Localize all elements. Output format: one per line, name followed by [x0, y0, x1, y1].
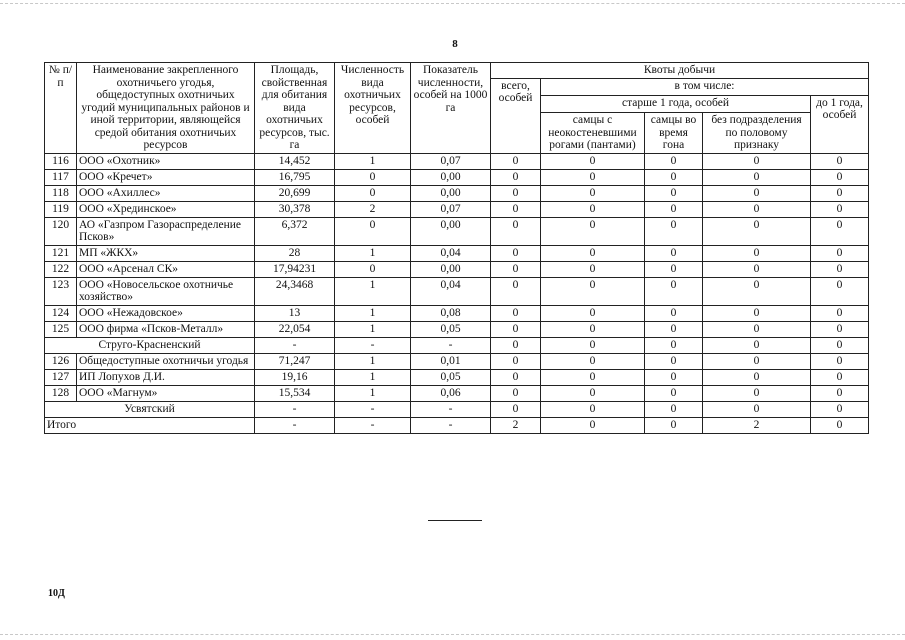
row-count: 1	[335, 321, 411, 337]
row-density: 0,05	[411, 321, 491, 337]
header-area: Площадь, свойственная для обитания вида охотничьих ресурсов, тыс. га	[255, 63, 335, 154]
row-nosex: 0	[703, 169, 811, 185]
row-density: 0,01	[411, 353, 491, 369]
total-nosex: 2	[703, 417, 811, 433]
row-rut: 0	[645, 305, 703, 321]
row-antlers: 0	[541, 321, 645, 337]
header-density: Показатель численности, особей на 1000 га	[411, 63, 491, 154]
header-males-rut: самцы во время гона	[645, 113, 703, 154]
district-row	[45, 337, 869, 353]
row-name: ООО фирма «Псков-Металл»	[77, 321, 255, 337]
row-antlers: 0	[541, 353, 645, 369]
row-density: 0,04	[411, 245, 491, 261]
row-area: 28	[255, 245, 335, 261]
header-quotas: Квоты добычи	[491, 63, 869, 79]
table-row	[45, 201, 869, 217]
row-rut: 0	[645, 369, 703, 385]
row-density: -	[411, 337, 491, 353]
row-name: АО «Газпром Газораспределение Псков»	[77, 217, 255, 245]
row-antlers: 0	[541, 169, 645, 185]
row-rut: 0	[645, 337, 703, 353]
row-area: 22,054	[255, 321, 335, 337]
row-total: 0	[491, 261, 541, 277]
table-row	[45, 185, 869, 201]
total-row	[45, 417, 869, 433]
row-under1: 0	[811, 261, 869, 277]
row-rut: 0	[645, 321, 703, 337]
row-total: 0	[491, 169, 541, 185]
row-density: 0,00	[411, 169, 491, 185]
row-area: 13	[255, 305, 335, 321]
header-males-antlers: самцы с неокостеневшими рогами (пантами)	[541, 113, 645, 154]
row-count: 2	[335, 201, 411, 217]
row-density: 0,08	[411, 305, 491, 321]
header-including: в том числе:	[541, 78, 869, 95]
row-density: 0,00	[411, 185, 491, 201]
row-nosex: 0	[703, 245, 811, 261]
row-num: 124	[45, 305, 77, 321]
row-name: ООО «Нежадовское»	[77, 305, 255, 321]
row-nosex: 0	[703, 369, 811, 385]
row-under1: 0	[811, 185, 869, 201]
row-nosex: 0	[703, 261, 811, 277]
row-total: 0	[491, 401, 541, 417]
header-num: № п/п	[45, 63, 77, 154]
row-nosex: 0	[703, 305, 811, 321]
row-area: 19,16	[255, 369, 335, 385]
row-count: 1	[335, 385, 411, 401]
row-antlers: 0	[541, 261, 645, 277]
table-row	[45, 369, 869, 385]
header-name: Наименование закрепленного охотничьего угодья, общедоступных охотничьих угодий муниципальных районов и иной территории, являющейся средой обитания охотничьих ресурсов	[77, 63, 255, 154]
row-nosex: 0	[703, 201, 811, 217]
row-antlers: 0	[541, 217, 645, 245]
row-antlers: 0	[541, 185, 645, 201]
row-num: 126	[45, 353, 77, 369]
row-under1: 0	[811, 245, 869, 261]
district-name: Усвятский	[45, 401, 255, 417]
row-name: ООО «Новосельское охотничье хозяйство»	[77, 277, 255, 305]
row-nosex: 0	[703, 337, 811, 353]
header-no-sex: без подразделения по половому признаку	[703, 113, 811, 154]
row-under1: 0	[811, 353, 869, 369]
table-row	[45, 353, 869, 369]
scan-edge-bottom	[0, 634, 905, 635]
row-num: 116	[45, 153, 77, 169]
row-area: 30,378	[255, 201, 335, 217]
row-nosex: 0	[703, 353, 811, 369]
row-count: 0	[335, 217, 411, 245]
row-rut: 0	[645, 261, 703, 277]
total-area: -	[255, 417, 335, 433]
table-row	[45, 305, 869, 321]
header-total: всего, особей	[491, 78, 541, 153]
row-count: 1	[335, 153, 411, 169]
row-num: 118	[45, 185, 77, 201]
row-nosex: 0	[703, 385, 811, 401]
row-num: 127	[45, 369, 77, 385]
row-total: 0	[491, 321, 541, 337]
row-rut: 0	[645, 217, 703, 245]
row-area: 17,94231	[255, 261, 335, 277]
row-count: 0	[335, 261, 411, 277]
row-num: 120	[45, 217, 77, 245]
table-row	[45, 153, 869, 169]
row-total: 0	[491, 201, 541, 217]
row-num: 123	[45, 277, 77, 305]
row-nosex: 0	[703, 277, 811, 305]
total-under1: 0	[811, 417, 869, 433]
row-rut: 0	[645, 201, 703, 217]
row-density: 0,07	[411, 153, 491, 169]
row-total: 0	[491, 277, 541, 305]
row-name: ООО «Магнум»	[77, 385, 255, 401]
row-density: 0,00	[411, 261, 491, 277]
row-under1: 0	[811, 217, 869, 245]
row-count: 1	[335, 245, 411, 261]
row-density: 0,05	[411, 369, 491, 385]
row-nosex: 0	[703, 217, 811, 245]
row-under1: 0	[811, 369, 869, 385]
row-total: 0	[491, 337, 541, 353]
total-label: Итого	[45, 417, 255, 433]
row-area: 6,372	[255, 217, 335, 245]
row-antlers: 0	[541, 201, 645, 217]
row-antlers: 0	[541, 369, 645, 385]
row-total: 0	[491, 369, 541, 385]
row-total: 0	[491, 153, 541, 169]
row-under1: 0	[811, 169, 869, 185]
hunting-quota-table	[44, 62, 869, 434]
row-nosex: 0	[703, 153, 811, 169]
row-count: 1	[335, 369, 411, 385]
row-antlers: 0	[541, 385, 645, 401]
row-antlers: 0	[541, 277, 645, 305]
table-row	[45, 245, 869, 261]
row-num: 128	[45, 385, 77, 401]
total-density: -	[411, 417, 491, 433]
row-antlers: 0	[541, 305, 645, 321]
row-count: 1	[335, 277, 411, 305]
row-density: 0,00	[411, 217, 491, 245]
row-area: -	[255, 401, 335, 417]
row-num: 125	[45, 321, 77, 337]
row-rut: 0	[645, 353, 703, 369]
row-under1: 0	[811, 401, 869, 417]
row-name: ООО «Кречет»	[77, 169, 255, 185]
header-over-1-year: старше 1 года, особей	[541, 95, 811, 112]
row-area: 15,534	[255, 385, 335, 401]
page-number: 8	[452, 38, 458, 50]
row-name: ООО «Охотник»	[77, 153, 255, 169]
table-row	[45, 261, 869, 277]
row-density: 0,07	[411, 201, 491, 217]
row-count: 1	[335, 305, 411, 321]
row-area: 71,247	[255, 353, 335, 369]
table-row	[45, 217, 869, 245]
row-area: 14,452	[255, 153, 335, 169]
row-total: 0	[491, 245, 541, 261]
row-total: 0	[491, 385, 541, 401]
row-under1: 0	[811, 337, 869, 353]
row-rut: 0	[645, 401, 703, 417]
row-area: 20,699	[255, 185, 335, 201]
row-num: 121	[45, 245, 77, 261]
row-rut: 0	[645, 169, 703, 185]
row-name: Общедоступные охотничьи угодья	[77, 353, 255, 369]
total-count: -	[335, 417, 411, 433]
row-total: 0	[491, 353, 541, 369]
row-name: ООО «Хрединское»	[77, 201, 255, 217]
row-count: 0	[335, 185, 411, 201]
total-antlers: 0	[541, 417, 645, 433]
table-row	[45, 385, 869, 401]
row-area: 24,3468	[255, 277, 335, 305]
row-under1: 0	[811, 321, 869, 337]
row-num: 119	[45, 201, 77, 217]
district-name: Струго-Красненский	[45, 337, 255, 353]
row-total: 0	[491, 217, 541, 245]
row-under1: 0	[811, 385, 869, 401]
end-rule	[428, 520, 482, 521]
row-name: ИП Лопухов Д.И.	[77, 369, 255, 385]
row-antlers: 0	[541, 337, 645, 353]
header-count: Численность вида охотничьих ресурсов, особей	[335, 63, 411, 154]
table-row	[45, 277, 869, 305]
row-rut: 0	[645, 385, 703, 401]
row-density: 0,04	[411, 277, 491, 305]
row-rut: 0	[645, 277, 703, 305]
total-total: 2	[491, 417, 541, 433]
row-nosex: 0	[703, 401, 811, 417]
total-rut: 0	[645, 417, 703, 433]
row-name: ООО «Арсенал СК»	[77, 261, 255, 277]
row-density: -	[411, 401, 491, 417]
table-row	[45, 321, 869, 337]
row-count: 0	[335, 169, 411, 185]
row-name: МП «ЖКХ»	[77, 245, 255, 261]
row-under1: 0	[811, 201, 869, 217]
row-num: 117	[45, 169, 77, 185]
row-antlers: 0	[541, 401, 645, 417]
scan-edge-top	[0, 3, 905, 4]
row-under1: 0	[811, 305, 869, 321]
row-count: -	[335, 337, 411, 353]
row-nosex: 0	[703, 185, 811, 201]
row-rut: 0	[645, 245, 703, 261]
row-name: ООО «Ахиллес»	[77, 185, 255, 201]
table-row	[45, 169, 869, 185]
district-row	[45, 401, 869, 417]
row-count: 1	[335, 353, 411, 369]
row-nosex: 0	[703, 321, 811, 337]
row-under1: 0	[811, 277, 869, 305]
row-under1: 0	[811, 153, 869, 169]
row-area: -	[255, 337, 335, 353]
row-density: 0,06	[411, 385, 491, 401]
row-antlers: 0	[541, 153, 645, 169]
row-rut: 0	[645, 153, 703, 169]
document-code: 10Д	[48, 588, 65, 599]
row-count: -	[335, 401, 411, 417]
header-under-1-year: до 1 года, особей	[811, 95, 869, 153]
row-antlers: 0	[541, 245, 645, 261]
row-area: 16,795	[255, 169, 335, 185]
row-total: 0	[491, 185, 541, 201]
row-total: 0	[491, 305, 541, 321]
row-num: 122	[45, 261, 77, 277]
row-rut: 0	[645, 185, 703, 201]
